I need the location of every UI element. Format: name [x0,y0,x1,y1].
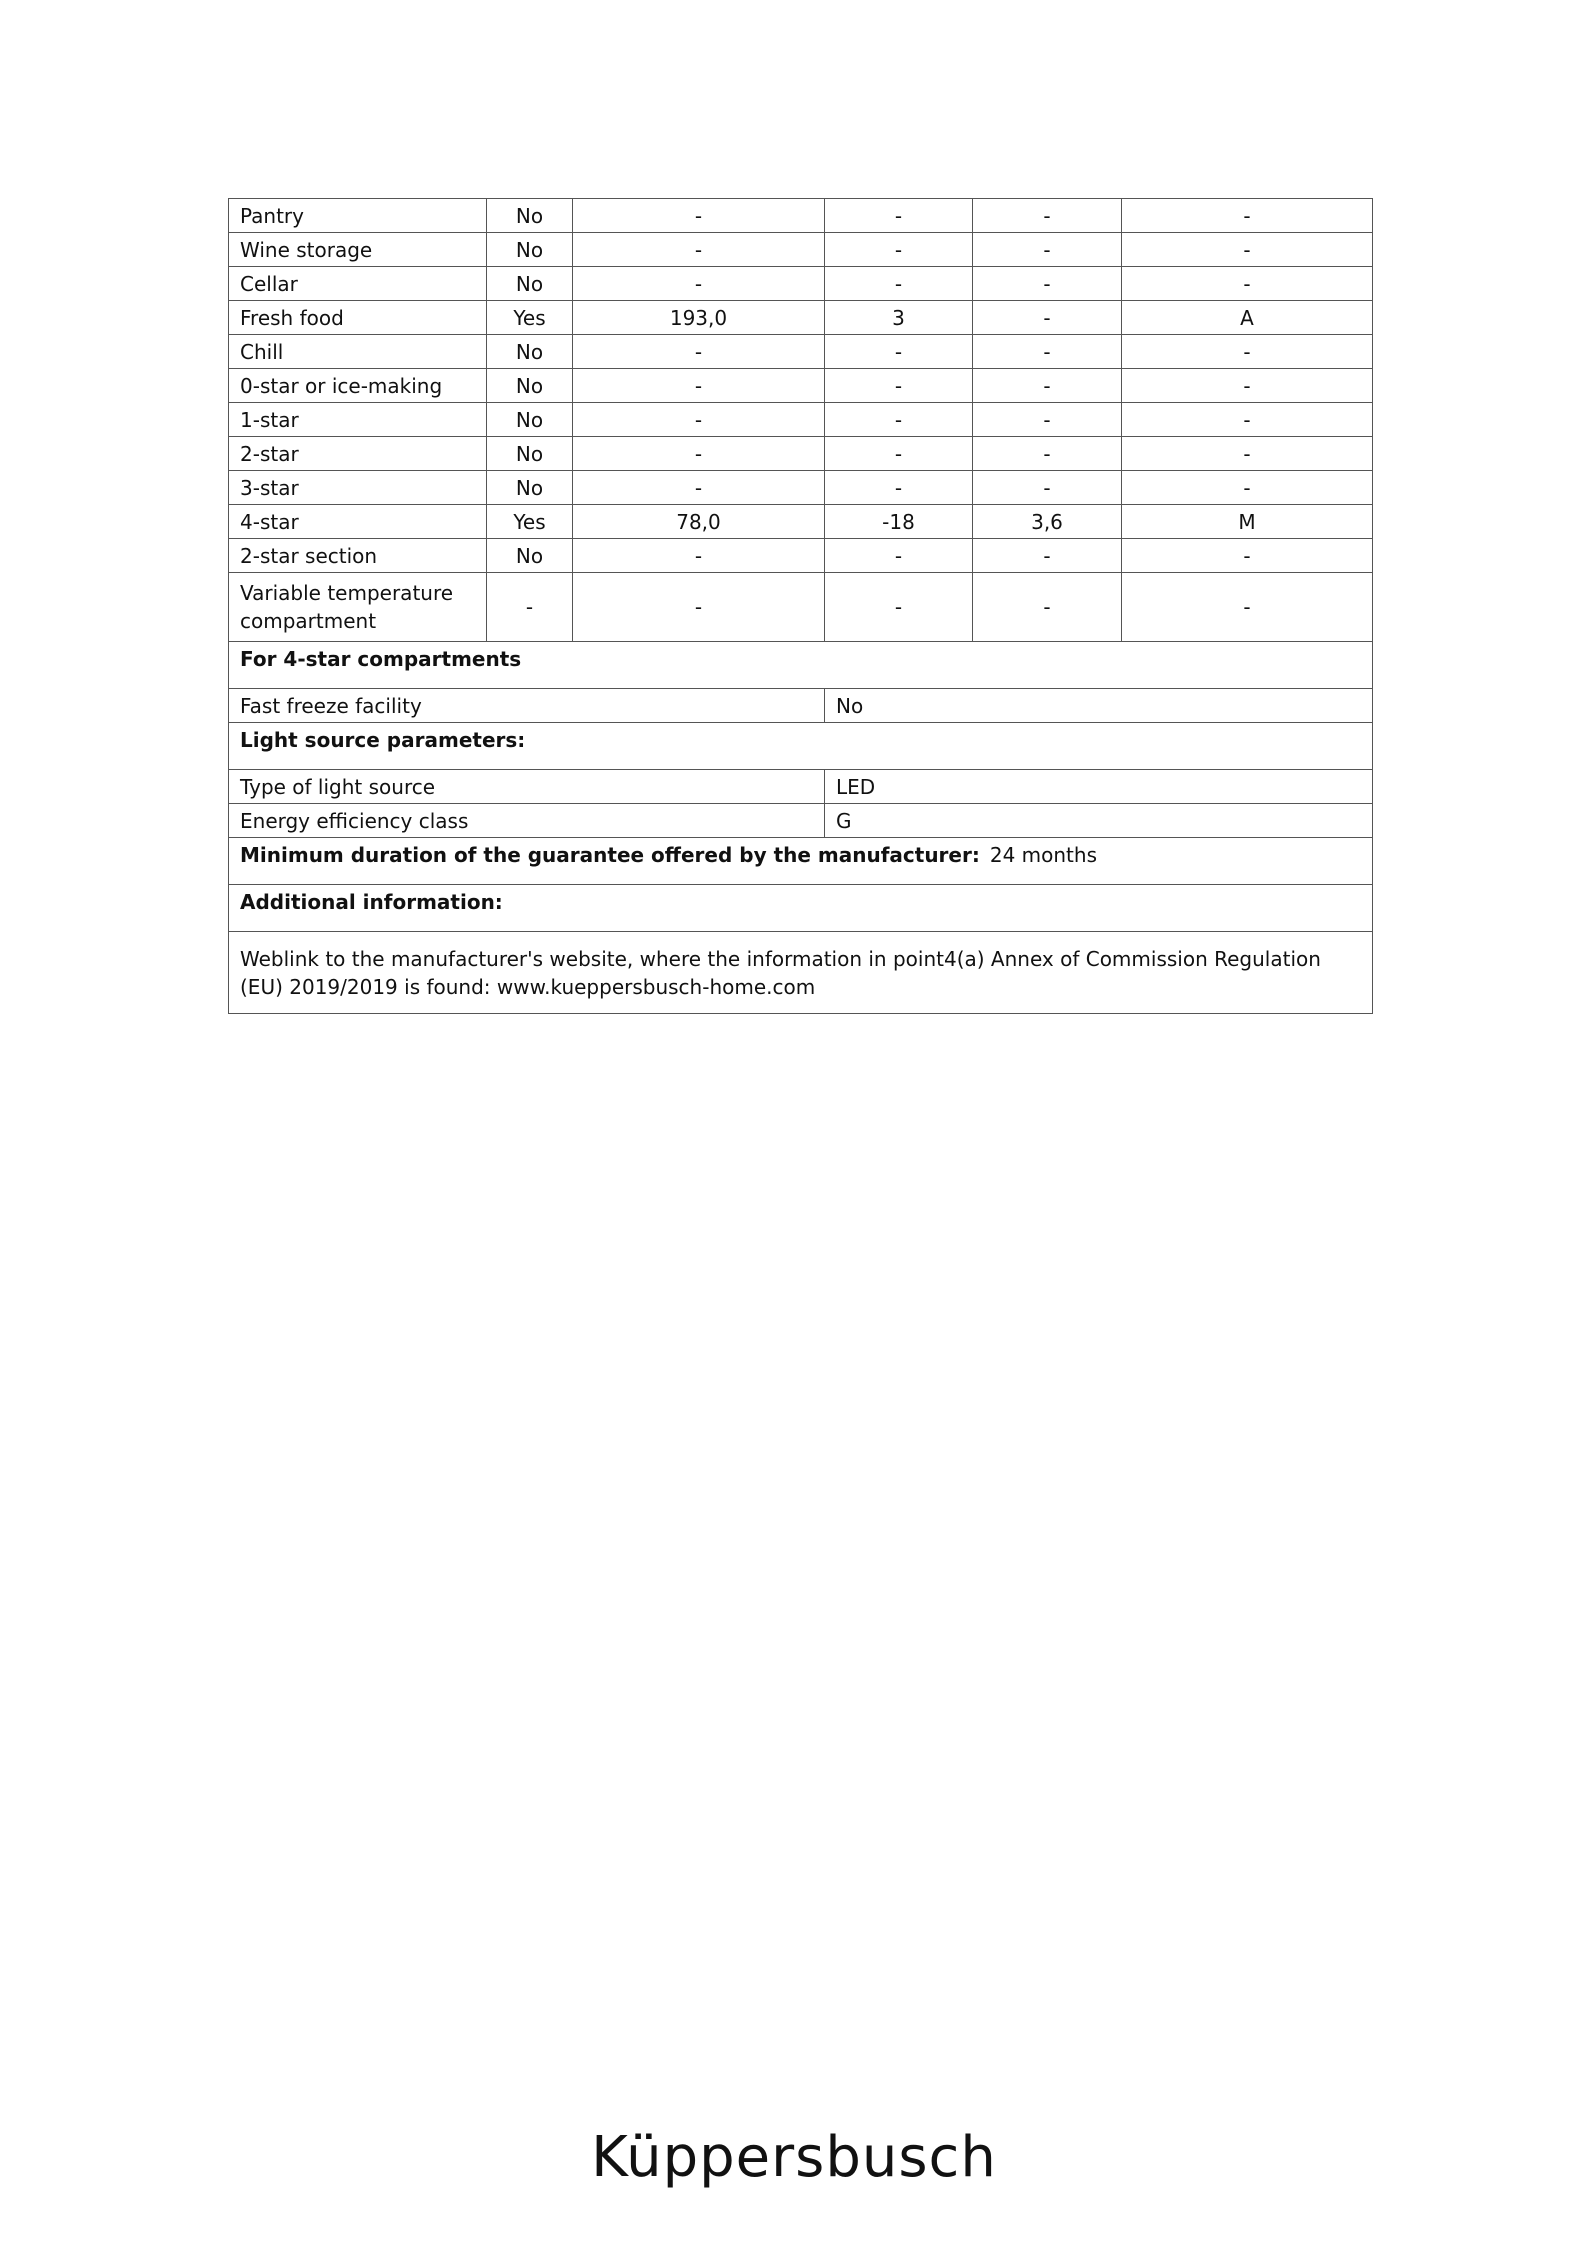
compartment-name: Variable temperature compartment [229,573,487,642]
product-information-sheet [228,198,1372,1014]
compartment-name: Fresh food [229,301,487,335]
fast-freeze-row [229,689,1373,723]
compartment-row [229,505,1373,539]
compartment-class: - [1122,471,1373,505]
four-star-heading: For 4-star compartments [229,642,1373,689]
light-class-label: Energy efficiency class [229,804,825,838]
compartment-present: Yes [487,505,573,539]
compartment-freezing-capacity: - [973,403,1122,437]
compartment-name: 1-star [229,403,487,437]
compartment-volume: - [573,369,825,403]
compartment-class: - [1122,437,1373,471]
compartment-temperature: - [825,233,973,267]
compartment-temperature: - [825,335,973,369]
compartment-volume: - [573,403,825,437]
compartment-name: Chill [229,335,487,369]
compartment-freezing-capacity: - [973,301,1122,335]
brand-logo: Küppersbusch [591,2125,997,2190]
fast-freeze-value: No [825,689,1373,723]
compartment-present: No [487,233,573,267]
compartment-row [229,267,1373,301]
compartment-freezing-capacity: - [973,199,1122,233]
compartment-name: 4-star [229,505,487,539]
compartment-class: - [1122,369,1373,403]
four-star-heading-row [229,642,1373,689]
light-class-row [229,804,1373,838]
compartment-freezing-capacity: - [973,369,1122,403]
compartment-volume: - [573,335,825,369]
guarantee-label: Minimum duration of the guarantee offered by the manufacturer: [240,843,980,867]
compartment-freezing-capacity: 3,6 [973,505,1122,539]
compartment-temperature: - [825,573,973,642]
compartment-volume: - [573,539,825,573]
compartment-volume: 193,0 [573,301,825,335]
compartment-table [228,198,1373,1014]
compartment-row [229,233,1373,267]
compartment-row [229,335,1373,369]
additional-info-text: Weblink to the manufacturer's website, where the information in point4(a) Annex of Commission Regulation (EU) 2019/2019 is found: www.kueppersbusch-home.com [229,932,1373,1014]
compartment-present: No [487,267,573,301]
compartment-class: - [1122,233,1373,267]
compartment-present: - [487,573,573,642]
light-source-heading: Light source parameters: [229,723,1373,770]
light-type-row [229,770,1373,804]
compartment-temperature: - [825,403,973,437]
compartment-present: No [487,369,573,403]
compartment-present: Yes [487,301,573,335]
compartment-row [229,437,1373,471]
compartment-row [229,369,1373,403]
compartment-temperature: -18 [825,505,973,539]
lower-section [229,642,1373,1014]
compartment-freezing-capacity: - [973,573,1122,642]
compartment-volume: - [573,573,825,642]
compartment-row [229,403,1373,437]
compartment-freezing-capacity: - [973,471,1122,505]
compartment-class: - [1122,539,1373,573]
compartment-temperature: - [825,267,973,301]
compartment-class: - [1122,335,1373,369]
compartment-class: M [1122,505,1373,539]
compartment-name: 2-star section [229,539,487,573]
compartment-volume: - [573,199,825,233]
light-type-label: Type of light source [229,770,825,804]
compartment-name: Pantry [229,199,487,233]
compartment-row [229,539,1373,573]
compartment-present: No [487,437,573,471]
compartment-temperature: - [825,471,973,505]
compartment-freezing-capacity: - [973,335,1122,369]
light-class-value: G [825,804,1373,838]
compartment-class: - [1122,267,1373,301]
compartment-temperature: - [825,539,973,573]
compartment-volume: - [573,471,825,505]
compartment-present: No [487,403,573,437]
compartment-volume: - [573,437,825,471]
compartment-name: 3-star [229,471,487,505]
compartment-class: - [1122,199,1373,233]
compartment-name: 2-star [229,437,487,471]
compartment-row [229,471,1373,505]
compartment-rows [229,199,1373,642]
compartment-volume: - [573,267,825,301]
compartment-class: - [1122,573,1373,642]
compartment-row [229,301,1373,335]
light-source-heading-row [229,723,1373,770]
compartment-temperature: 3 [825,301,973,335]
compartment-class: A [1122,301,1373,335]
compartment-name: 0-star or ice-making [229,369,487,403]
compartment-class: - [1122,403,1373,437]
guarantee-row [229,838,1373,885]
compartment-freezing-capacity: - [973,437,1122,471]
compartment-temperature: - [825,199,973,233]
compartment-row [229,573,1373,642]
additional-heading-row [229,885,1373,932]
compartment-present: No [487,471,573,505]
fast-freeze-label: Fast freeze facility [229,689,825,723]
compartment-present: No [487,335,573,369]
compartment-freezing-capacity: - [973,233,1122,267]
compartment-freezing-capacity: - [973,539,1122,573]
compartment-temperature: - [825,437,973,471]
compartment-name: Cellar [229,267,487,301]
guarantee-cell [229,838,1373,885]
compartment-temperature: - [825,369,973,403]
additional-info-row [229,932,1373,1014]
additional-heading: Additional information: [229,885,1373,932]
compartment-volume: - [573,233,825,267]
light-type-value: LED [825,770,1373,804]
compartment-present: No [487,539,573,573]
compartment-present: No [487,199,573,233]
guarantee-value: 24 months [989,843,1097,867]
compartment-volume: 78,0 [573,505,825,539]
compartment-name: Wine storage [229,233,487,267]
compartment-row [229,199,1373,233]
compartment-freezing-capacity: - [973,267,1122,301]
